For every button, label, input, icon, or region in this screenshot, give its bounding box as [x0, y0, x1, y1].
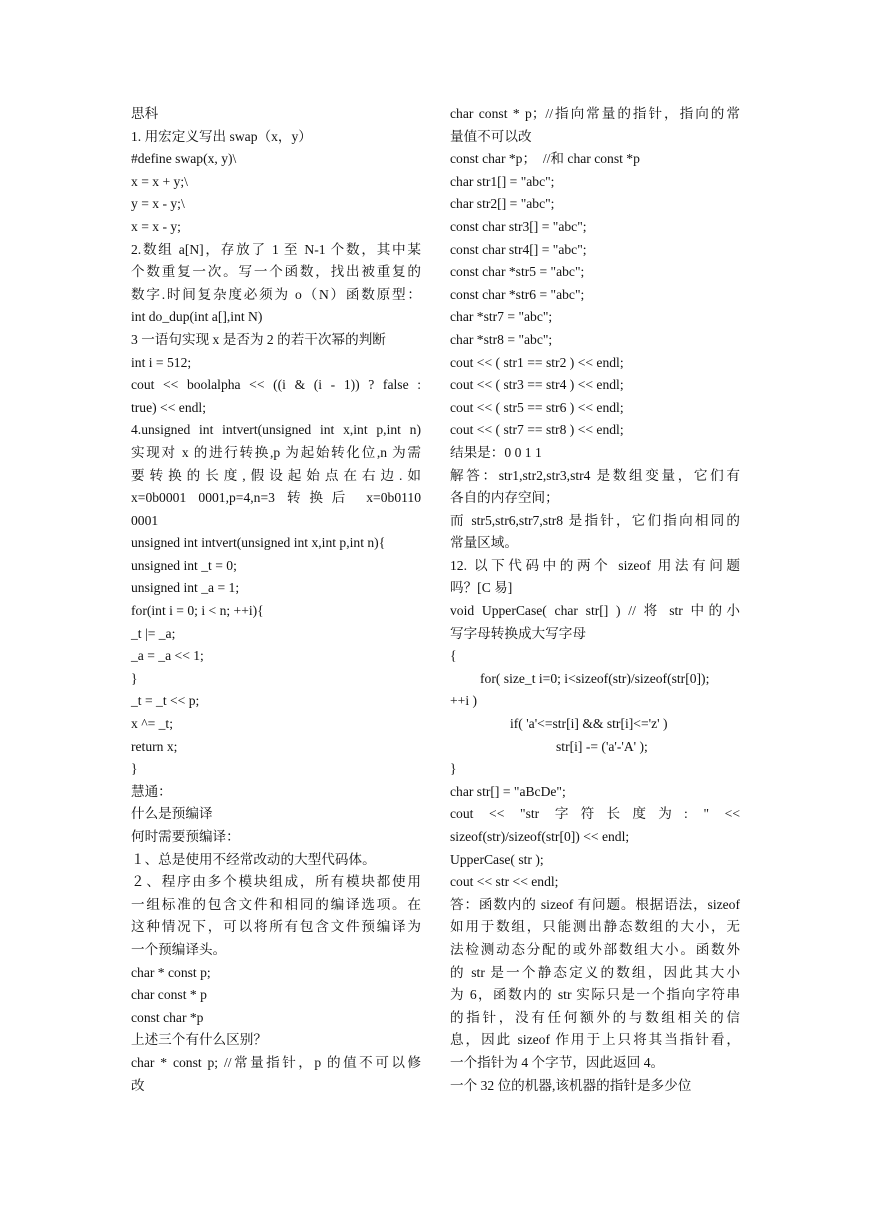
text-line: 2.数组 a[N]，存放了 1 至 N-1 个数，其中某: [131, 241, 421, 257]
text-line: 吗？[C 易]: [450, 580, 513, 596]
text-line: 3 一语句实现 x 是否为 2 的若干次幂的判断: [131, 331, 386, 347]
text-line: 而 str5,str6,str7,str8 是指针，它们指向相同的: [450, 512, 740, 528]
text-line: const char *p: [131, 1009, 204, 1025]
text-line: unsigned int _t = 0;: [131, 557, 237, 573]
text-line: _t = _t << p;: [131, 693, 200, 709]
text-line: cout << str << endl;: [450, 874, 559, 890]
text-line: 何时需要预编译：: [131, 829, 240, 844]
text-line: const char *str6 = "abc";: [450, 286, 585, 302]
text-line: _t |= _a;: [131, 625, 176, 641]
text-line: cout << "str 字符长度为: " <<: [450, 806, 740, 822]
text-line: const char str3[] = "abc";: [450, 218, 587, 234]
text-line: int do_dup(int a[],int N): [131, 309, 263, 325]
text-line: }: [450, 761, 457, 777]
text-line: 4.unsigned int intvert(unsigned int x,int p,int n): [131, 422, 421, 438]
text-line: 要转换的长度,假设起始点在右边.如: [131, 467, 421, 483]
text-line: char str2[] = "abc";: [450, 196, 555, 212]
left-column: [131, 103, 421, 1097]
text-line: ++i ): [450, 693, 478, 709]
text-line: return x;: [131, 738, 178, 754]
text-line: 如用于数组，只能测出静态数组的大小，无: [450, 919, 740, 935]
text-line: 什么是预编译: [131, 806, 213, 822]
text-line: 慧通：: [131, 783, 172, 799]
text-line: cout << boolalpha << ((i & (i - 1)) ? false :: [131, 377, 421, 393]
text-line: const char *p； //和 char const *p: [450, 151, 640, 167]
text-line: 思科: [131, 106, 159, 121]
text-line: １、总是使用不经常改动的大型代码体。: [131, 851, 376, 867]
text-line: const char *str5 = "abc";: [450, 264, 585, 280]
text-line: int i = 512;: [131, 354, 192, 370]
text-line: str[i] -= ('a'-'A' );: [556, 738, 648, 754]
text-line: 一组标准的包含文件和相同的编译选项。在: [131, 896, 421, 912]
text-line: 0001: [131, 512, 159, 528]
text-line: 上述三个有什么区别？: [131, 1032, 267, 1048]
text-line: cout << ( str3 == str4 ) << endl;: [450, 377, 624, 393]
text-line: void UpperCase( char str[] ) // 将 str 中的小: [450, 603, 740, 619]
text-line: true) << endl;: [131, 399, 206, 415]
text-line: char const * p: [131, 987, 207, 1003]
text-line: 一个预编译头。: [131, 941, 227, 957]
text-line: 个数重复一次。写一个函数，找出被重复的: [131, 264, 421, 280]
text-line: 为 6，函数内的 str 实际只是一个指向字符串: [450, 987, 740, 1003]
text-line: UpperCase( str );: [450, 851, 544, 867]
text-line: 答：函数内的 sizeof 有问题。根据语法，sizeof: [450, 896, 740, 912]
text-line: cout << ( str5 == str6 ) << endl;: [450, 399, 624, 415]
text-line: x=0b0001 0001,p=4,n=3 转换后 x=0b0110: [131, 490, 421, 506]
text-line: #define swap(x, y)\: [131, 151, 237, 167]
text-line: 常量区域。: [450, 535, 518, 551]
text-line: 一个 32 位的机器,该机器的指针是多少位: [450, 1077, 692, 1093]
text-line: x ^= _t;: [131, 716, 173, 732]
text-line: char * const p; //常量指针，p 的值不可以修: [131, 1054, 421, 1070]
text-line: x = x + y;\: [131, 173, 188, 189]
text-line: 1. 用宏定义写出 swap（x，y）: [131, 128, 312, 144]
text-line: 息，因此 sizeof 作用于上只将其当指针看，: [450, 1032, 740, 1048]
text-line: 法检测动态分配的或外部数组大小。函数外: [450, 941, 740, 957]
text-line: 量值不可以改: [450, 128, 532, 144]
text-line: 结果是：0 0 1 1: [450, 444, 542, 460]
right-column: [450, 103, 740, 1097]
text-line: 数字.时间复杂度必须为 o（N）函数原型：: [131, 286, 421, 302]
text-line: cout << ( str1 == str2 ) << endl;: [450, 354, 624, 370]
text-line: char * const p;: [131, 964, 211, 980]
text-line: for( size_t i=0; i<sizeof(str)/sizeof(str[0]);: [480, 670, 710, 686]
text-line: 这种情况下，可以将所有包含文件预编译为: [131, 919, 421, 935]
text-line: char str1[] = "abc";: [450, 173, 555, 189]
text-line: char str[] = "aBcDe";: [450, 783, 566, 799]
text-line: }: [131, 670, 138, 686]
text-line: x = x - y;: [131, 218, 181, 234]
text-line: 解答：str1,str2,str3,str4 是数组变量，它们有: [450, 467, 740, 483]
text-line: y = x - y;\: [131, 196, 185, 212]
text-line: 各自的内存空间；: [450, 490, 559, 506]
text-line: cout << ( str7 == str8 ) << endl;: [450, 422, 624, 438]
text-line: _a = _a << 1;: [131, 648, 204, 664]
text-line: sizeof(str)/sizeof(str[0]) << endl;: [450, 829, 630, 844]
text-line: char *str7 = "abc";: [450, 309, 553, 325]
text-line: 12. 以下代码中的两个 sizeof 用法有问题: [450, 557, 740, 573]
text-line: 一个指针为 4 个字节，因此返回 4。: [450, 1054, 665, 1070]
text-line: const char str4[] = "abc";: [450, 241, 587, 257]
text-line: char const * p；//指向常量的指针，指向的常: [450, 106, 740, 121]
text-line: char *str8 = "abc";: [450, 331, 553, 347]
text-line: {: [450, 648, 457, 664]
text-line: 改: [131, 1077, 145, 1093]
text-line: 的指针，没有任何额外的与数组相关的信: [450, 1009, 740, 1025]
text-line: unsigned int _a = 1;: [131, 580, 240, 596]
text-line: if( 'a'<=str[i] && str[i]<='z' ): [510, 716, 668, 732]
text-line: }: [131, 761, 138, 777]
text-line: 写字母转换成大写字母: [450, 625, 586, 641]
text-line: for(int i = 0; i < n; ++i){: [131, 603, 264, 619]
text-line: ２、程序由多个模块组成，所有模块都使用: [131, 874, 421, 890]
text-line: 实现对 x 的进行转换,p 为起始转化位,n 为需: [131, 444, 421, 460]
text-line: unsigned int intvert(unsigned int x,int p,int n){: [131, 535, 386, 551]
text-line: 的 str 是一个静态定义的数组，因此其大小: [450, 964, 740, 980]
